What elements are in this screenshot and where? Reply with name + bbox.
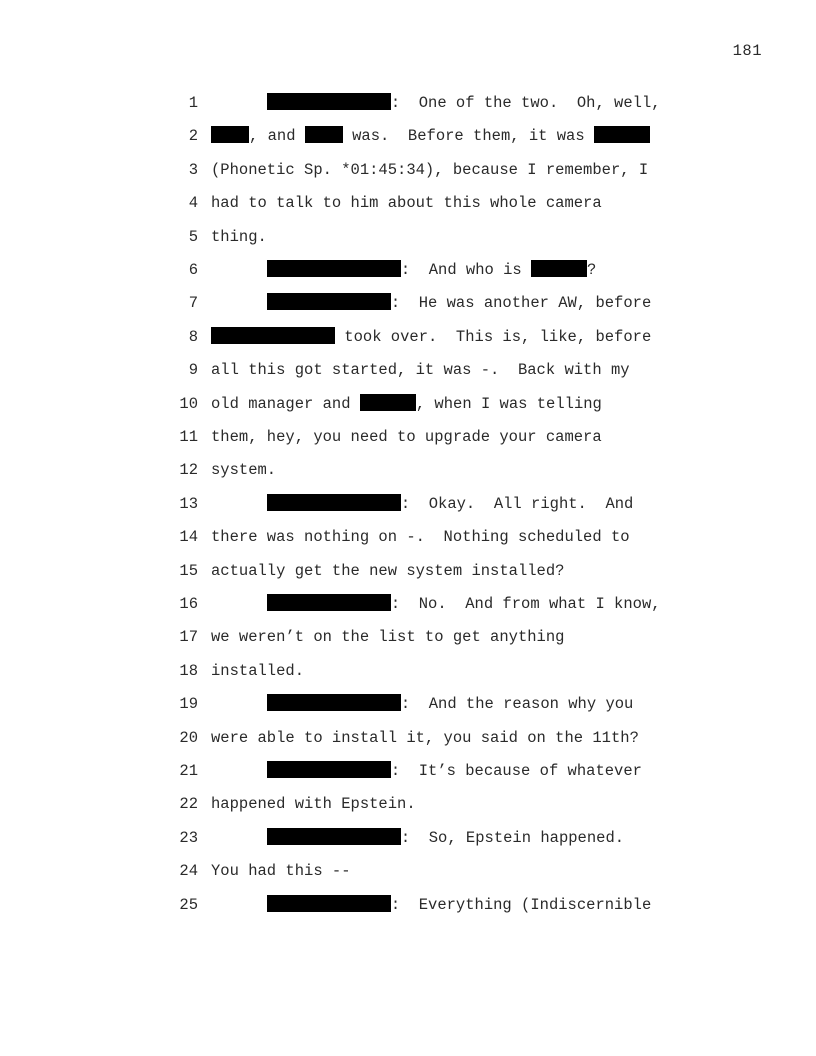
line-text: [211, 860, 351, 882]
text-segment: installed.: [211, 661, 305, 680]
line-number: 11: [179, 428, 198, 446]
transcript-line: [0, 894, 816, 916]
line-number: 4: [188, 194, 198, 213]
line-text: [211, 292, 651, 314]
text-segment: old manager and: [211, 394, 360, 413]
transcript-line: [0, 426, 816, 448]
text-segment: had to talk to him about this whole camera: [211, 194, 602, 213]
transcript-line: [0, 359, 816, 381]
transcript-line: [0, 560, 816, 582]
transcript-line: [0, 292, 816, 314]
text-segment: them, hey, you need to upgrade your camera: [211, 428, 602, 446]
line-text: [211, 259, 596, 281]
text-segment: thing.: [211, 227, 267, 246]
transcript-line: [0, 626, 816, 648]
transcript-line: [0, 693, 816, 715]
line-number: 17: [179, 628, 198, 647]
redaction-box: [267, 260, 401, 277]
text-segment: happened with Epstein.: [211, 795, 416, 814]
line-text: [211, 159, 648, 181]
line-text: [211, 359, 630, 381]
line-number: 12: [179, 461, 198, 480]
text-segment: : Okay. All right. And: [400, 494, 634, 513]
page-number: 181: [732, 42, 762, 60]
line-text: [211, 727, 639, 749]
redaction-box: [267, 828, 401, 845]
line-number: 2: [188, 127, 198, 146]
transcript-line: [0, 192, 816, 214]
line-number: 8: [188, 327, 198, 346]
text-segment: we weren’t on the list to get anything: [211, 628, 565, 647]
text-segment: [211, 762, 267, 780]
text-segment: [211, 261, 267, 279]
line-number: 9: [188, 361, 198, 380]
line-text: [211, 393, 602, 415]
line-number: 3: [188, 160, 198, 179]
line-number: 6: [188, 261, 198, 279]
text-segment: actually get the new system installed?: [211, 561, 565, 580]
line-number: 15: [179, 561, 198, 580]
transcript-line: [0, 393, 816, 415]
transcript-line: [0, 727, 816, 749]
transcript-line: [0, 860, 816, 882]
line-text: [211, 526, 630, 548]
text-segment: , and: [249, 127, 305, 146]
redaction-box: [305, 126, 343, 143]
line-text: [211, 192, 602, 214]
redaction-box: [267, 895, 391, 912]
line-text: [211, 125, 650, 147]
redaction-box: [211, 126, 249, 143]
transcript-line: [0, 125, 816, 147]
redaction-box: [267, 494, 401, 511]
text-segment: there was nothing on -. Nothing scheduled to: [211, 528, 630, 547]
transcript-line: [0, 760, 816, 782]
text-segment: : No. And from what I know,: [390, 595, 661, 613]
text-segment: [211, 495, 267, 513]
redaction-box: [594, 126, 650, 143]
text-segment: : And the reason why you: [400, 695, 634, 714]
line-text: [211, 92, 661, 114]
transcript-line: [0, 827, 816, 849]
text-segment: ?: [587, 261, 597, 279]
line-text: [211, 593, 661, 615]
line-text: [211, 426, 602, 448]
redaction-box: [267, 761, 391, 778]
transcript-line: [0, 92, 816, 114]
line-text: [211, 626, 564, 648]
text-segment: were able to install it, you said on the 11th?: [211, 728, 639, 747]
line-text: [211, 560, 564, 582]
line-text: [211, 793, 416, 815]
line-number: 7: [188, 294, 198, 313]
redaction-box: [211, 327, 335, 344]
text-segment: [211, 896, 267, 914]
line-number: 22: [179, 795, 198, 814]
transcript-line: [0, 793, 816, 815]
transcript-line: [0, 526, 816, 548]
line-text: [211, 760, 642, 782]
redaction-box: [267, 694, 401, 711]
line-text: [211, 660, 304, 682]
text-segment: [211, 94, 267, 112]
transcript-line: [0, 226, 816, 248]
line-number: 18: [179, 661, 198, 680]
redaction-box: [267, 93, 391, 110]
line-text: [211, 226, 267, 248]
redaction-box: [531, 260, 587, 277]
text-segment: : So, Epstein happened.: [400, 828, 625, 847]
text-segment: : And who is: [400, 261, 532, 279]
text-segment: all this got started, it was -. Back with my: [211, 361, 630, 380]
text-segment: : Everything (Indiscernible: [390, 895, 652, 914]
line-number: 19: [179, 695, 198, 714]
line-number: 10: [179, 394, 198, 413]
text-segment: [211, 294, 267, 312]
redaction-box: [267, 293, 391, 310]
redaction-box: [360, 394, 416, 411]
transcript-line: [0, 593, 816, 615]
line-text: [211, 459, 276, 481]
line-number: 13: [179, 494, 198, 513]
transcript-line: [0, 493, 816, 515]
text-segment: You had this --: [211, 862, 351, 881]
line-number: 20: [179, 728, 198, 747]
line-text: [211, 894, 651, 916]
line-number: 24: [179, 862, 198, 881]
transcript-line: [0, 259, 816, 281]
redaction-box: [267, 594, 391, 611]
text-segment: (Phonetic Sp. *01:45:34), because I remember, I: [211, 160, 649, 179]
line-text: [211, 493, 633, 515]
transcript-line: [0, 326, 816, 348]
line-number: 21: [179, 762, 198, 780]
text-segment: system.: [211, 461, 277, 480]
line-number: 14: [179, 528, 198, 547]
text-segment: : It’s because of whatever: [390, 762, 642, 780]
text-segment: : One of the two. Oh, well,: [390, 94, 661, 112]
line-number: 23: [179, 828, 198, 847]
text-segment: [211, 695, 267, 713]
line-number: 1: [188, 94, 198, 112]
line-number: 5: [188, 227, 198, 246]
line-text: [211, 693, 633, 715]
line-text: [211, 827, 624, 849]
transcript-line: [0, 660, 816, 682]
text-segment: was. Before them, it was: [342, 127, 594, 146]
transcript-line: [0, 159, 816, 181]
line-number: 16: [179, 595, 198, 613]
line-text: [211, 326, 651, 348]
transcript-line: [0, 459, 816, 481]
line-number: 25: [179, 895, 198, 914]
text-segment: [211, 595, 267, 613]
text-segment: : He was another AW, before: [390, 294, 652, 313]
text-segment: [211, 829, 267, 847]
text-segment: , when I was telling: [415, 394, 602, 413]
text-segment: took over. This is, like, before: [335, 327, 652, 346]
